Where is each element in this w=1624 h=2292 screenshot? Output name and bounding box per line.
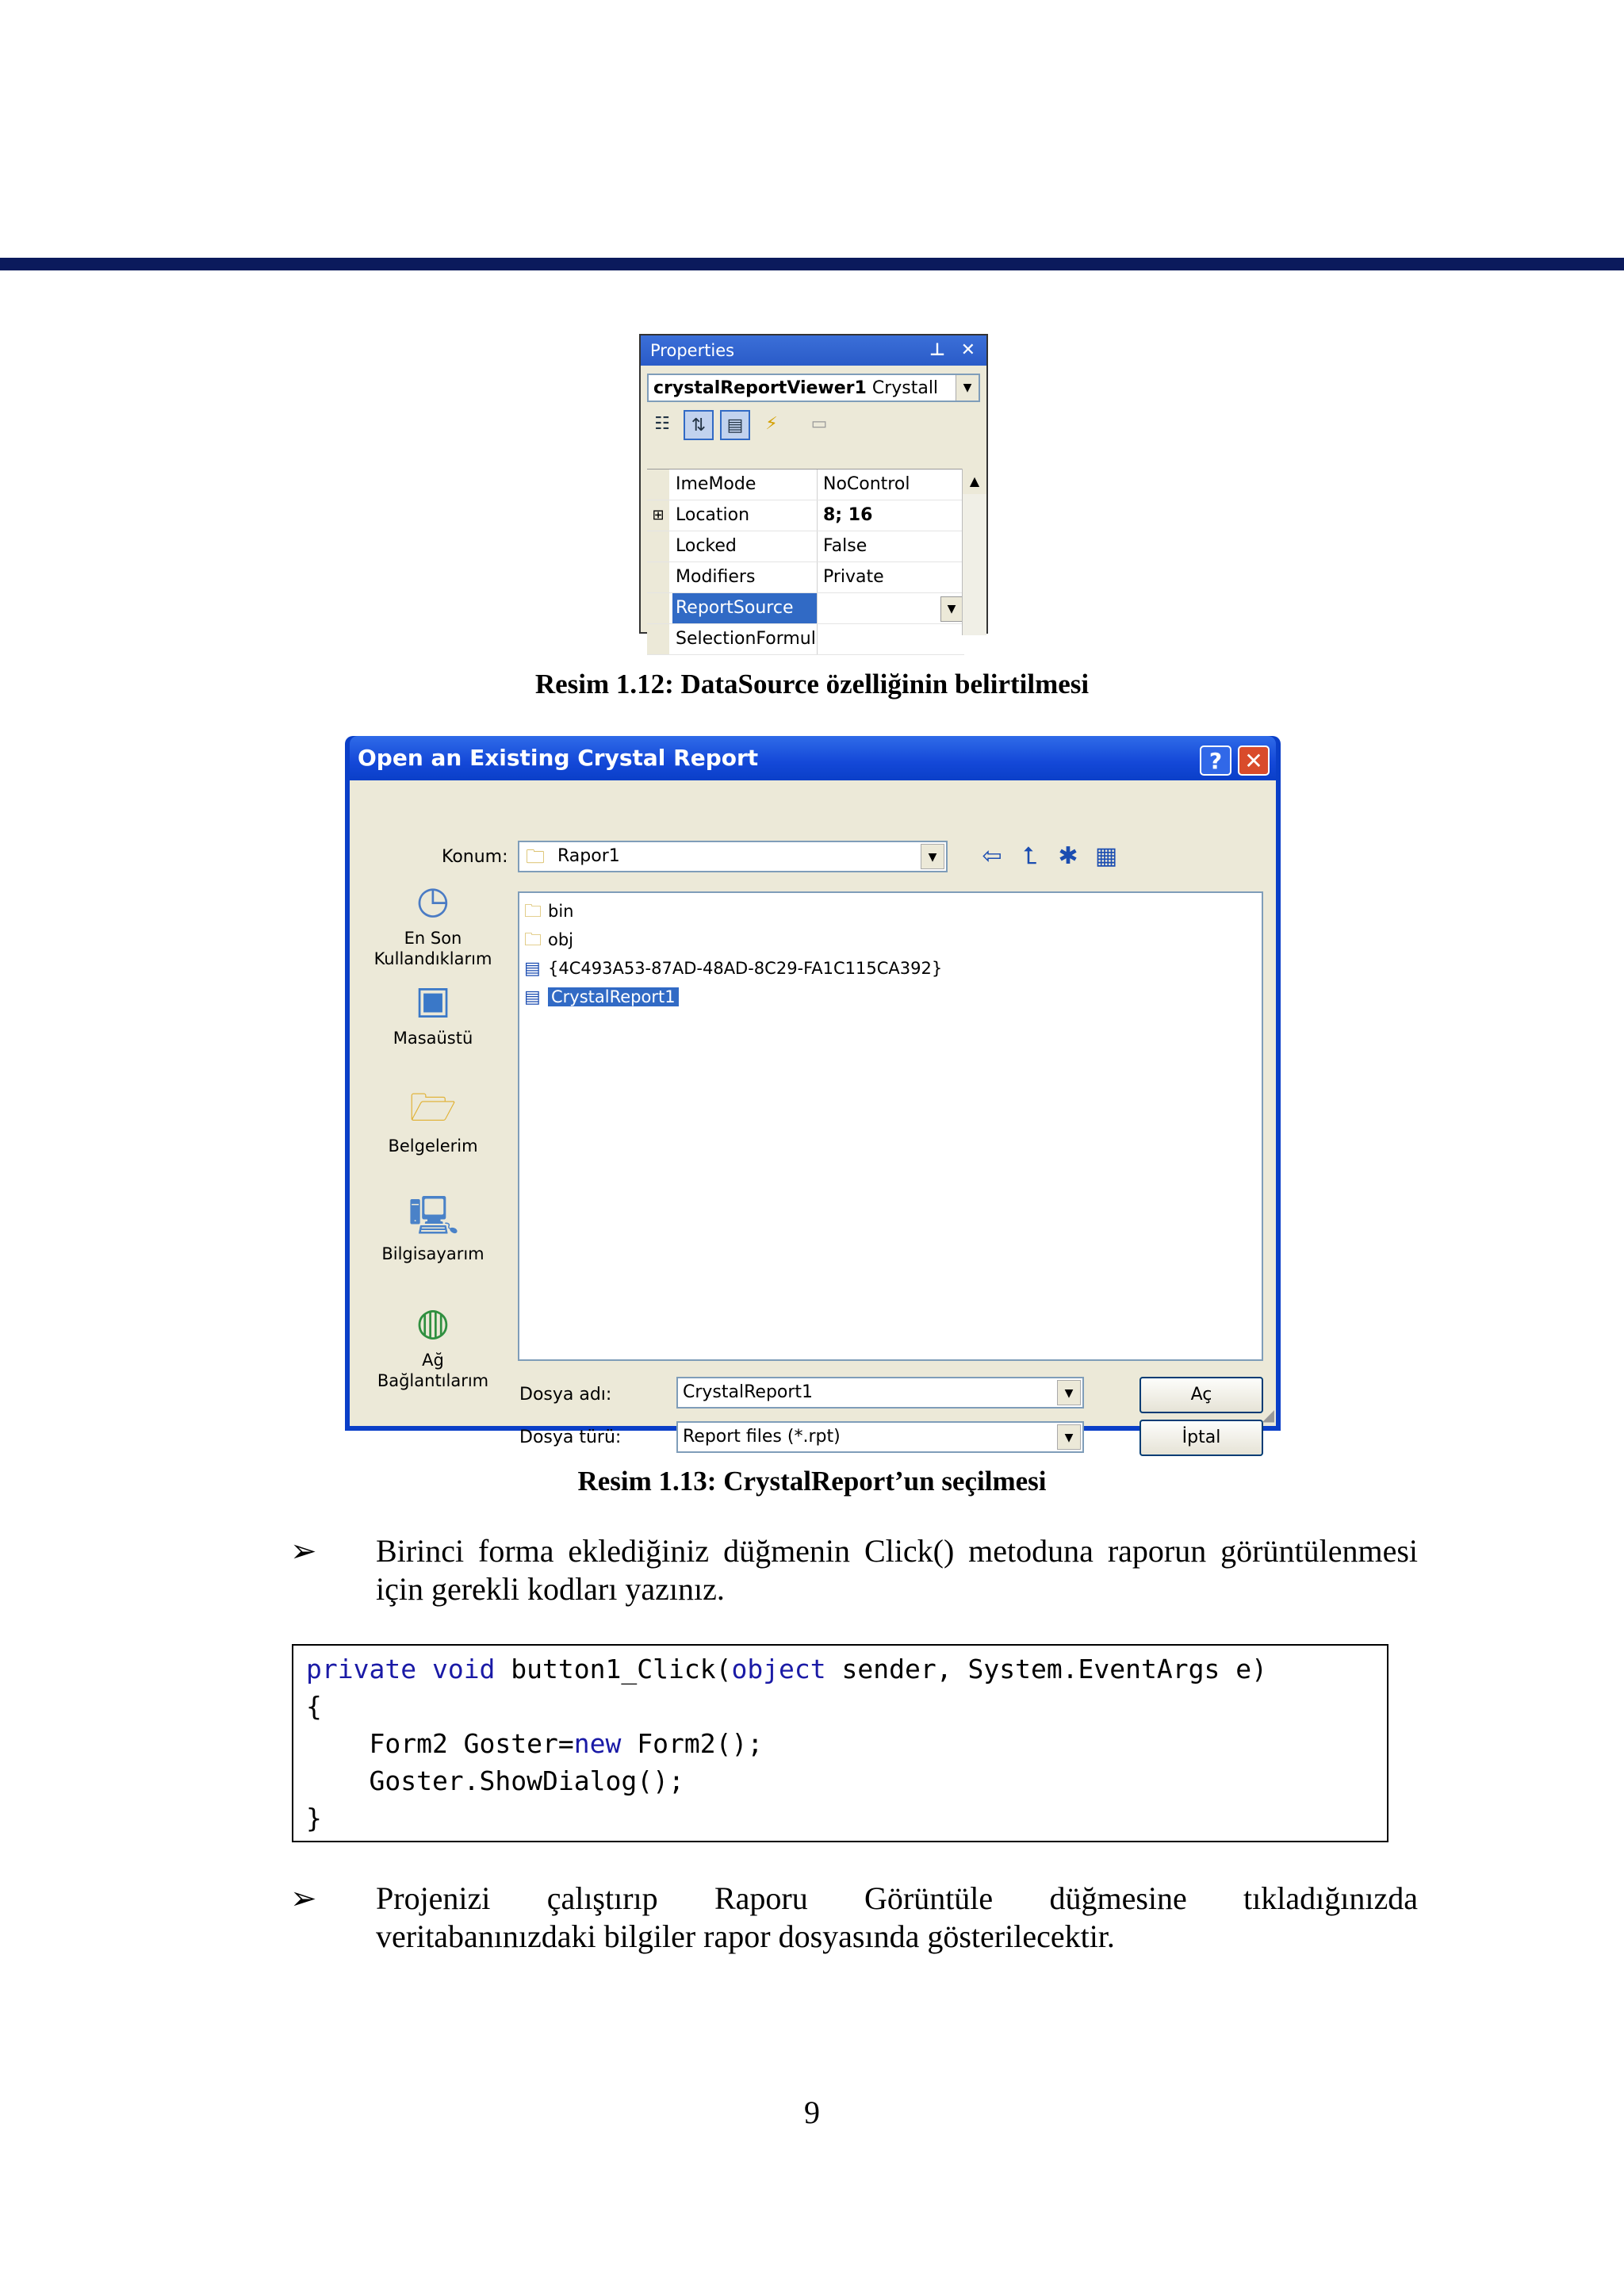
bullet-icon: ➢ (290, 1533, 317, 1569)
paragraph: Birinci forma eklediğiniz düğmenin Click() metoduna raporun görüntülenmesi için gerekli kodları yazınız. (376, 1533, 1418, 1607)
property-grid (647, 469, 964, 649)
alphabetical-icon[interactable]: ⇅ (684, 410, 714, 440)
report-file-icon: ▤ (524, 959, 541, 979)
dialog-body (350, 780, 1276, 1447)
properties-icon[interactable]: ▤ (720, 410, 750, 440)
close-icon[interactable]: ✕ (960, 340, 975, 360)
close-button[interactable]: ✕ (1238, 745, 1270, 776)
new-folder-icon[interactable]: ✱ (1058, 842, 1078, 870)
file-list[interactable] (518, 891, 1263, 1361)
place-documents[interactable]: 🗁 Belgelerim (366, 1083, 500, 1156)
code-line: { (306, 1691, 322, 1722)
place-network[interactable]: ◍ Ağ Bağlantılarım (366, 1297, 500, 1391)
code-line: } (306, 1803, 322, 1834)
list-item[interactable]: 🗀 obj (524, 926, 573, 953)
page-number: 9 (804, 2095, 820, 2130)
open-button[interactable]: Aç (1139, 1377, 1263, 1413)
property-row-selected[interactable]: ReportSource ▼ (647, 593, 964, 624)
location-combo[interactable] (518, 841, 948, 872)
property-row[interactable]: ImeMode NoControl (647, 470, 964, 500)
properties-title: Properties (650, 341, 735, 360)
folder-icon: 🗀 (526, 845, 545, 868)
filename-input[interactable]: CrystalReport1 ▼ (676, 1377, 1084, 1409)
clock-icon: ◷ (416, 878, 450, 922)
code-line: private void button1_Click(object sender, System.EventArgs e) (306, 1654, 1267, 1685)
categorized-icon[interactable]: ☷ (654, 414, 670, 434)
nav-toolbar (973, 842, 1125, 870)
filename-label: Dosya adı: (519, 1385, 612, 1405)
expand-icon[interactable]: ⊞ (647, 500, 669, 531)
report-file-icon: ▤ (524, 987, 541, 1007)
paragraph: Projenizi çalıştırıp Raporu Görüntüle düğmesine tıkladığınızda veritabanınızdaki bilgiler rapor dosyasında gösterilecektir. (376, 1880, 1418, 1954)
property-pages-icon[interactable]: ▭ (810, 414, 828, 434)
resize-grip-icon[interactable]: ◢ (1262, 1405, 1274, 1424)
up-folder-icon[interactable]: ⮤ (1023, 842, 1037, 870)
back-icon[interactable]: ⇦ (982, 842, 1002, 870)
list-item-selected[interactable]: ▤ CrystalReport1 (524, 983, 679, 1010)
chevron-down-icon[interactable]: ▼ (1057, 1380, 1081, 1405)
cancel-button[interactable]: İptal (1139, 1420, 1263, 1456)
scrollbar[interactable] (962, 469, 986, 635)
properties-toolbar (641, 402, 986, 445)
code-line: Goster.ShowDialog(); (306, 1765, 684, 1796)
place-desktop[interactable]: ▣ Masaüstü (366, 975, 500, 1048)
bullet-icon: ➢ (290, 1880, 317, 1916)
chevron-down-icon[interactable]: ▼ (921, 844, 944, 869)
scroll-up-icon[interactable]: ▲ (963, 469, 986, 494)
object-name: crystalReportViewer1 (653, 378, 867, 398)
filetype-select[interactable]: Report files (*.rpt) ▼ (676, 1421, 1084, 1453)
property-row[interactable]: Modifiers Private (647, 562, 964, 593)
properties-titlebar (641, 335, 986, 366)
property-row[interactable]: Locked False (647, 531, 964, 562)
property-row[interactable]: SelectionFormul (647, 624, 964, 655)
dialog-title: Open an Existing Crystal Report (358, 745, 759, 771)
list-item[interactable]: 🗀 bin (524, 898, 573, 925)
computer-icon: 🖳 (408, 1194, 460, 1238)
property-row[interactable]: ⊞ Location 8; 16 (647, 500, 964, 531)
location-label: Konum: (442, 847, 508, 867)
chevron-down-icon[interactable]: ▼ (956, 375, 979, 401)
object-type: Crystall (871, 378, 939, 398)
figure-caption: Resim 1.13: CrystalReport’un seçilmesi (577, 1466, 1047, 1497)
place-computer[interactable]: 🖳 Bilgisayarım (366, 1191, 500, 1264)
view-menu-icon[interactable]: ▦ (1094, 842, 1118, 870)
dialog-titlebar (350, 736, 1276, 780)
filetype-label: Dosya türü: (519, 1428, 622, 1447)
folder-icon: 🗀 (524, 930, 542, 950)
list-item[interactable]: ▤ {4C493A53-87AD-48AD-8C29-FA1C115CA392} (524, 955, 942, 982)
location-value: Rapor1 (557, 846, 620, 866)
folder-icon: 🗁 (409, 1086, 457, 1130)
object-selector[interactable] (647, 374, 980, 402)
open-report-dialog (345, 736, 1281, 1447)
properties-window (639, 334, 988, 649)
figure-caption: Resim 1.12: DataSource özelliğinin belirtilmesi (534, 669, 1090, 699)
pin-icon[interactable]: ⊥ (929, 340, 945, 360)
events-icon[interactable]: ⚡ (765, 414, 778, 434)
chevron-down-icon[interactable]: ▼ (1057, 1424, 1081, 1450)
code-line: Form2 Goster=new Form2(); (306, 1728, 764, 1759)
place-recent[interactable]: ◷ En Son Kullandıklarım (366, 876, 500, 969)
chevron-down-icon[interactable]: ▼ (940, 596, 963, 622)
code-block (292, 1644, 1388, 1842)
header-rule (0, 258, 1624, 270)
globe-icon: ◍ (416, 1300, 450, 1344)
help-button[interactable]: ? (1200, 745, 1231, 776)
folder-icon: 🗀 (524, 902, 542, 922)
desktop-icon: ▣ (415, 978, 451, 1022)
